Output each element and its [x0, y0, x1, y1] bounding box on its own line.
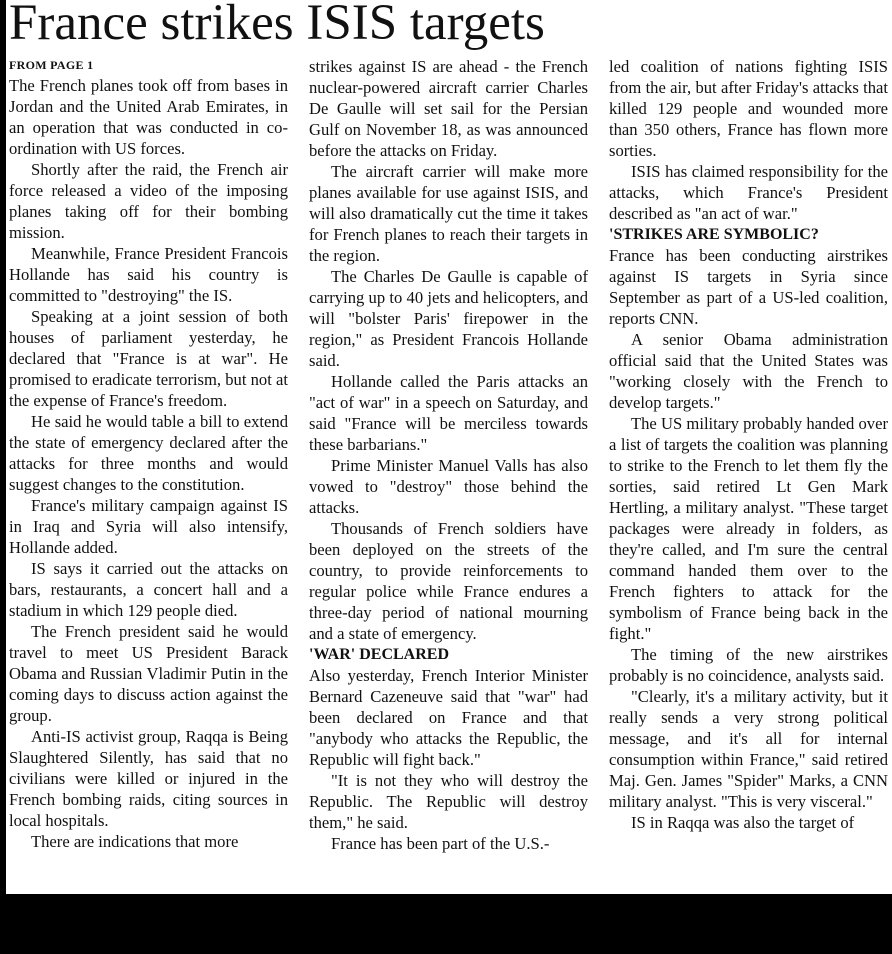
paragraph: The French planes took off from bases in Jordan and the United Arab Emirates, in an operation that was conducted in co-ordination with US forces.	[9, 76, 288, 158]
paragraph: France's military campaign against IS in Iraq and Syria will also intensify, Hollande added.	[9, 496, 288, 557]
paragraph: The timing of the new airstrikes probably is no coincidence, analysts said.	[609, 645, 888, 685]
paragraph: IS says it carried out the attacks on bars, restaurants, a concert hall and a stadium in which 129 people died.	[9, 559, 288, 620]
paragraph: "Clearly, it's a military activity, but it really sends a very strong political message, and it's all for internal consumption within France," said retired Maj. Gen. James "Spider" Marks, a CNN military analyst. "This is very visceral."	[609, 687, 888, 811]
paragraph: France has been part of the U.S.-	[331, 834, 550, 853]
kicker: FROM PAGE 1	[9, 58, 94, 72]
paragraph: The Charles De Gaulle is capable of carrying up to 40 jets and helicopters, and will "bolster Paris' firepower in the region," as President Francois Hollande said.	[309, 267, 588, 370]
paragraph: Anti-IS activist group, Raqqa is Being Slaughtered Silently, has said that no civilians were killed or injured in the French bombing raids, citing sources in local hospitals.	[9, 727, 288, 830]
paragraph: Prime Minister Manuel Valls has also vowed to "destroy" those behind the attacks.	[309, 456, 588, 517]
paragraph: There are indications that more	[31, 832, 239, 851]
article-column-3	[609, 56, 888, 833]
paragraph: A senior Obama administration official said that the United States was "working closely with the French to develop targets."	[609, 330, 888, 412]
paragraph: He said he would table a bill to extend the state of emergency declared after the attacks for three months and would suggest changes to the constitution.	[9, 412, 288, 494]
paragraph: France has been conducting airstrikes against IS targets in Syria since September as part of a US-led coalition, reports CNN.	[609, 246, 888, 328]
paragraph: IS in Raqqa was also the target of	[631, 813, 855, 832]
paragraph: strikes against IS are ahead - the French nuclear-powered aircraft carrier Charles De Gaulle will set sail for the Persian Gulf on November 18, as was announced before the attacks on Friday.	[309, 57, 588, 160]
paragraph: The French president said he would travel to meet US President Barack Obama and Russian Vladimir Putin in the coming days to discuss action against the group.	[9, 622, 288, 725]
paragraph: led coalition of nations fighting ISIS from the air, but after Friday's attacks that killed 129 people and wounded more than 350 others, France has flown more sorties.	[609, 57, 888, 160]
paragraph: Hollande called the Paris attacks an "act of war" in a speech on Saturday, and said "France will be merciless towards these barbarians."	[309, 372, 588, 454]
paragraph: The aircraft carrier will make more planes available for use against ISIS, and will also dramatically cut the time it takes for French planes to reach their targets in the region.	[309, 162, 588, 265]
paragraph: Speaking at a joint session of both houses of parliament yesterday, he declared that "France is at war". He promised to eradicate terrorism, but not at the expense of France's freedom.	[9, 307, 288, 410]
paragraph: ISIS has claimed responsibility for the attacks, which France's President described as "an act of war."	[609, 162, 888, 223]
headline: France strikes ISIS targets	[9, 0, 545, 51]
paragraph: Meanwhile, France President Francois Hollande has said his country is committed to "destroying" the IS.	[9, 244, 288, 305]
paragraph: The US military probably handed over a list of targets the coalition was planning to strike to the French to let them fly the sorties, said retired Lt Gen Mark Hertling, a military analyst. "These target packages were already in folders, as they're called, and I'm sure the central command handed them over to the French fighters to attack for the symbolism of France being back in the fight."	[609, 414, 888, 643]
paragraph: Thousands of French soldiers have been deployed on the streets of the country, to provide reinforcements to regular police while France endures a three-day period of national mourning and a state of emergency.	[309, 519, 588, 643]
paragraph: "It is not they who will destroy the Republic. The Republic will destroy them," he said.	[309, 771, 588, 832]
subheading-war-declared: 'WAR' DECLARED	[309, 646, 450, 663]
paragraph: Also yesterday, French Interior Minister Bernard Cazeneuve said that "war" had been declared on France and that "anybody who attacks the Republic, the Republic will fight back."	[309, 666, 588, 769]
paragraph: Shortly after the raid, the French air force released a video of the imposing planes taking off for their bombing mission.	[9, 160, 288, 242]
scan-edge	[0, 0, 6, 894]
article-column-1	[9, 56, 288, 852]
subheading-strikes-symbolic: 'STRIKES ARE SYMBOLIC?	[609, 226, 819, 243]
article-column-2	[309, 56, 588, 854]
